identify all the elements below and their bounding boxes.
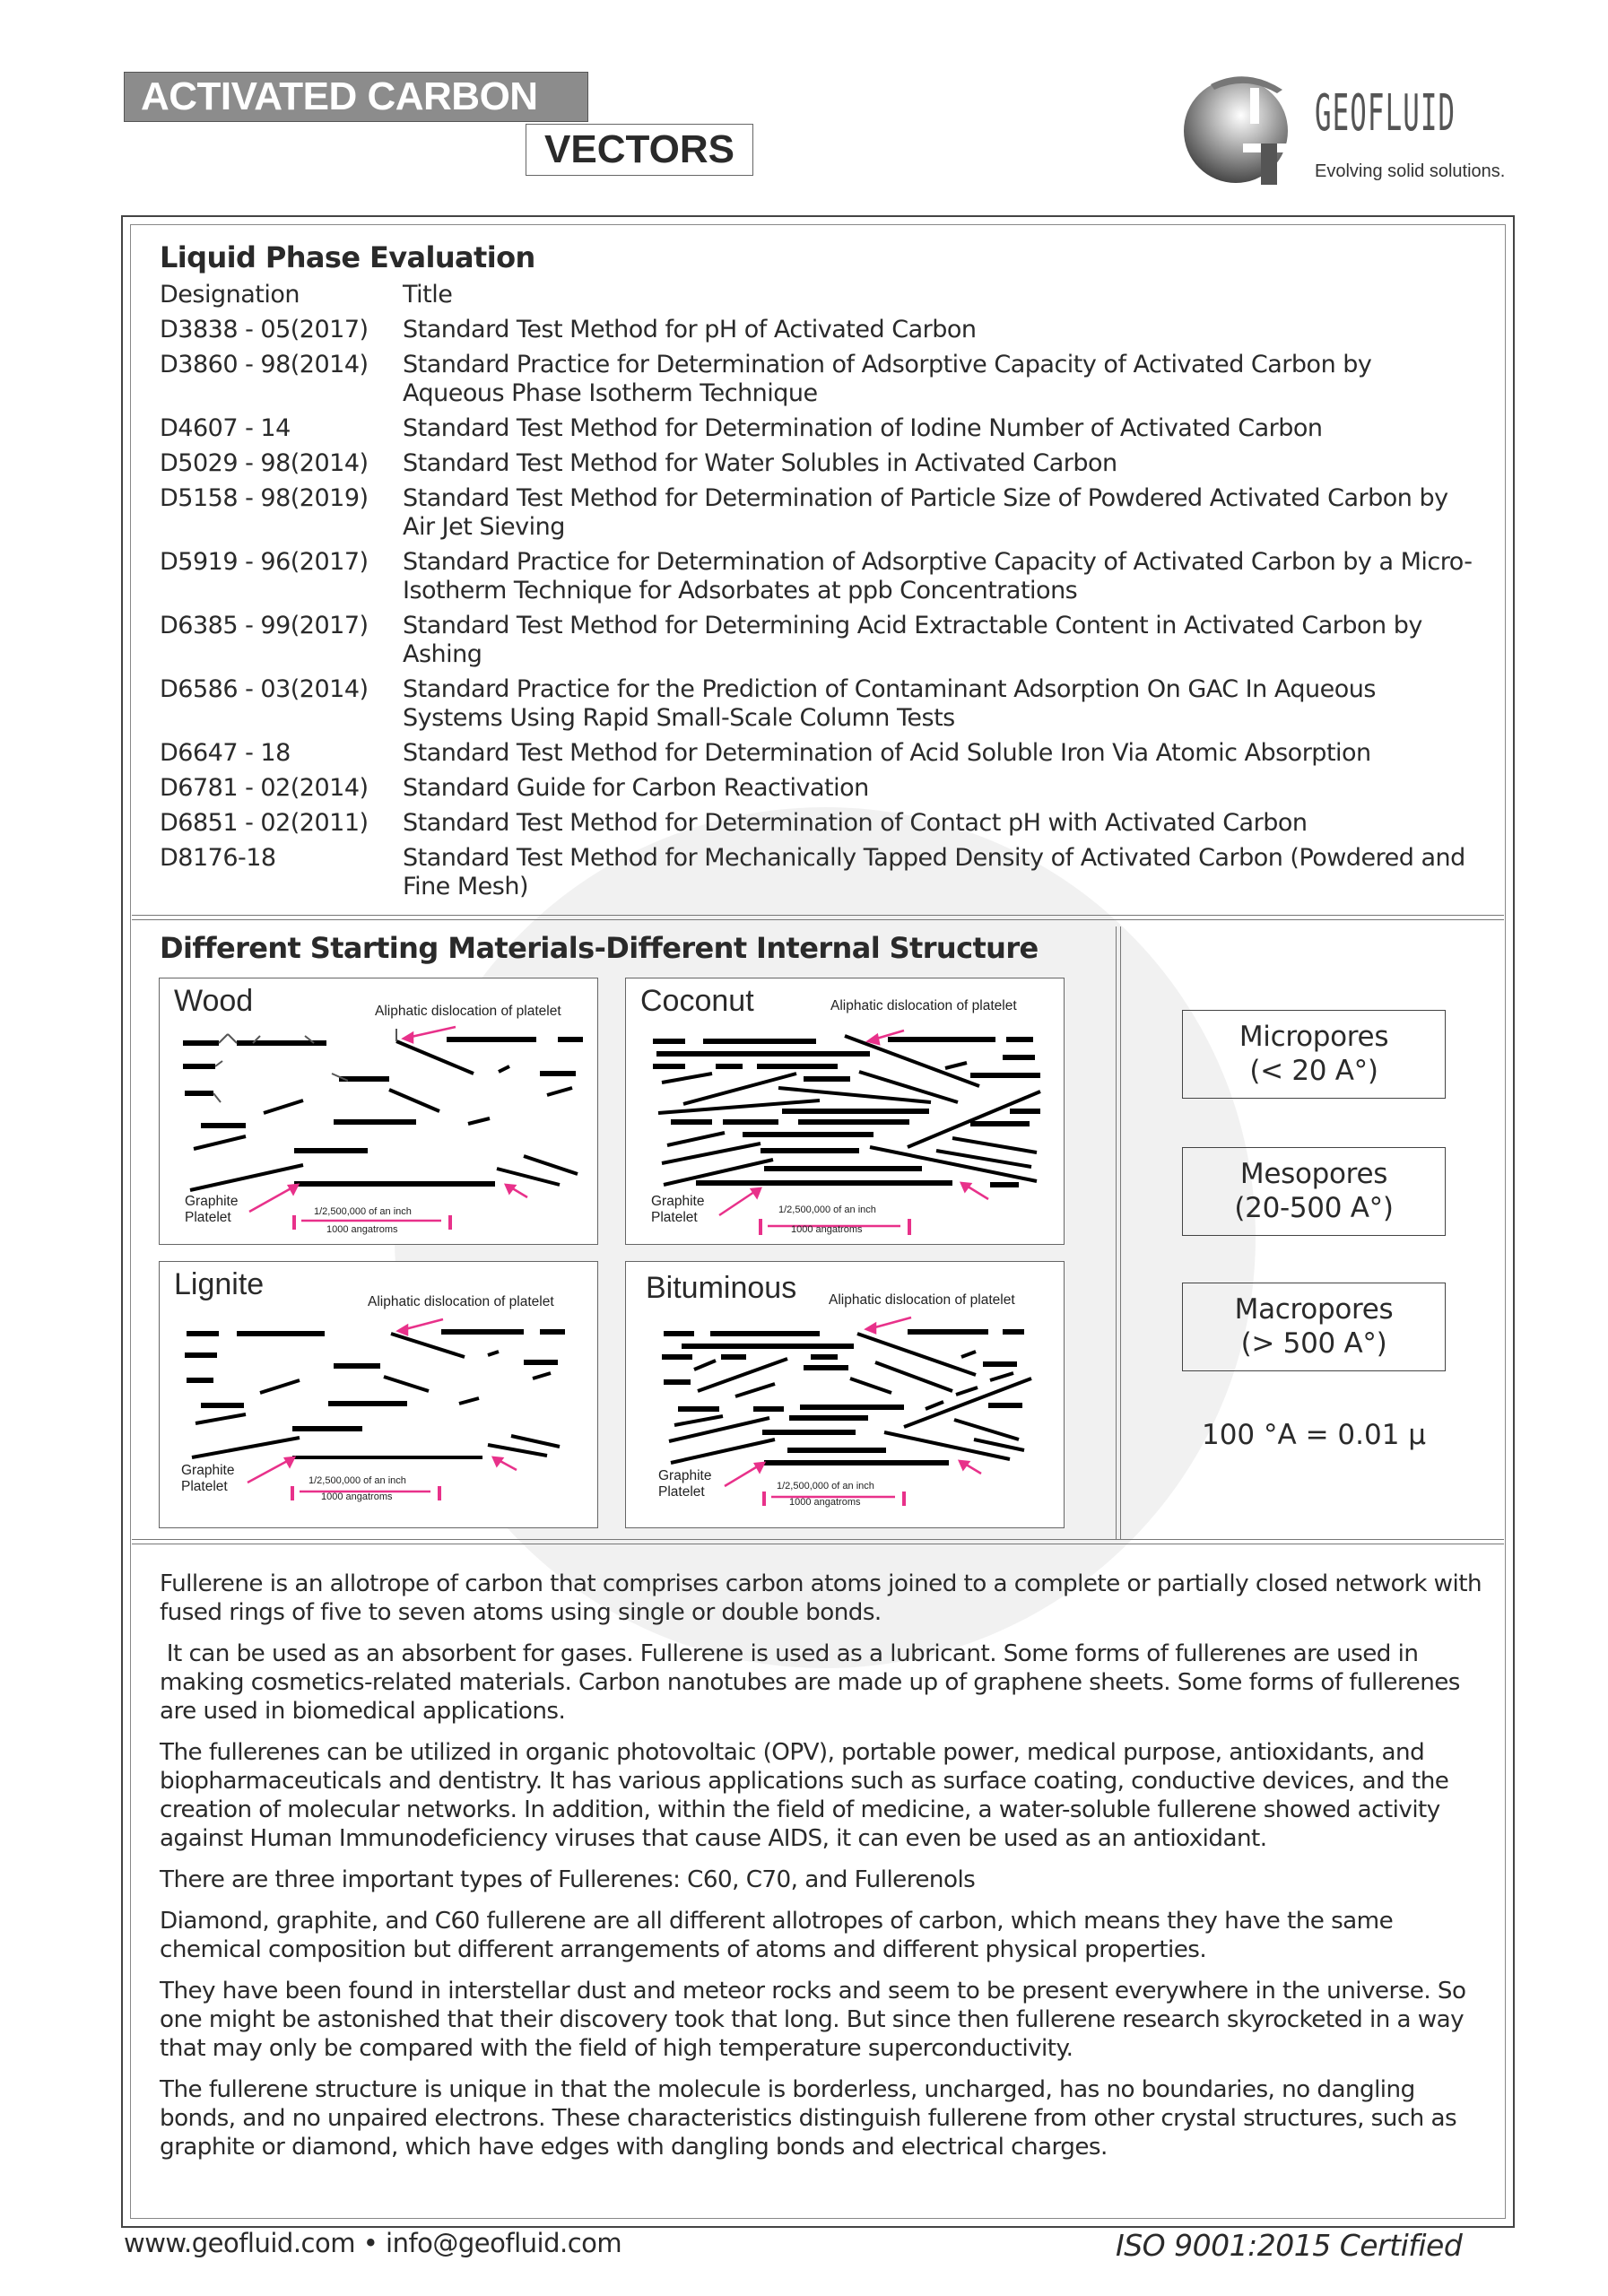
table-header-row: [160, 281, 1496, 309]
designation-cell: D6385 - 99(2017): [160, 612, 369, 639]
title-cell: Standard Test Method for Mechanically Tapped Density of Activated Carbon (Powdered and Fine Mesh): [403, 844, 1465, 900]
paragraph: There are three important types of Fullerenes: C60, C70, and Fullerenols: [160, 1866, 976, 1893]
annotation-line: Platelet: [658, 1484, 705, 1500]
table-row: [160, 316, 1496, 344]
designation-cell: D6851 - 02(2011): [160, 809, 369, 837]
paragraph: They have been found in interstellar dust and meteor rocks and seem to be present everywhere in the universe. So one might be astonished that their discovery took that long. But since then fullerene research skyrocketed in a way that may only be compared with the field of high temperature superconductivity.: [160, 1978, 1466, 2062]
document-subtitle: VECTORS: [526, 124, 753, 176]
scale-label-top: 1/2,500,000 of an inch: [309, 1475, 406, 1486]
aliphatic-annotation: Aliphatic dislocation of platelet: [368, 1294, 554, 1309]
designation-cell: D5919 - 96(2017): [160, 548, 369, 576]
paragraph: Fullerene is an allotrope of carbon that comprises carbon atoms joined to a complete or partially closed network with fused rings of five to seven atoms using single or double bonds.: [160, 1570, 1482, 1626]
graphite-platelet-annotation: [181, 1463, 234, 1495]
title-cell: Standard Test Method for Determining Acid Extractable Content in Activated Carbon by Ashing: [403, 612, 1422, 668]
diagram-bituminous: [625, 1261, 1065, 1528]
scale-label-top: 1/2,500,000 of an inch: [777, 1481, 874, 1492]
globe-g-logo-icon: [1184, 72, 1299, 187]
structure-title: Different Starting Materials-Different Internal Structure: [160, 931, 1039, 965]
designation-cell: D5029 - 98(2014): [160, 449, 369, 477]
designation-cell: D3838 - 05(2017): [160, 316, 369, 344]
fullerene-description: [160, 1570, 1496, 2174]
table-row: [160, 844, 1496, 901]
aliphatic-annotation: Aliphatic dislocation of platelet: [829, 1292, 1015, 1308]
logo-wordmark: GEOFLUID: [1315, 84, 1456, 143]
annotation-line: Platelet: [185, 1210, 231, 1225]
footer-certification: ISO 9001:2015 Certified: [1116, 2228, 1463, 2263]
table-row: [160, 774, 1496, 803]
column-header-designation: Designation: [160, 281, 300, 309]
pore-name: Macropores: [1234, 1293, 1394, 1326]
annotation-line: Graphite: [658, 1468, 712, 1483]
section-divider: [132, 915, 1504, 920]
designation-cell: D8176-18: [160, 844, 276, 872]
pore-range: (> 500 A°): [1240, 1327, 1387, 1360]
paragraph: Diamond, graphite, and C60 fullerene are all different allotropes of carbon, which means they have the same chemical composition but different arrangements of atoms and different physical properties.: [160, 1908, 1394, 1963]
table-row: [160, 809, 1496, 838]
scale-label-bottom: 1000 angatroms: [791, 1224, 863, 1235]
designation-cell: D3860 - 98(2014): [160, 351, 369, 378]
title-cell: Standard Test Method for Water Solubles in Activated Carbon: [403, 449, 1117, 477]
graphite-platelet-annotation: [185, 1194, 238, 1226]
title-cell: Standard Test Method for Determination of Iodine Number of Activated Carbon: [403, 414, 1323, 442]
pore-name: Micropores: [1239, 1021, 1389, 1053]
liquid-phase-title: Liquid Phase Evaluation: [160, 240, 535, 274]
designation-cell: D4607 - 14: [160, 414, 291, 442]
annotation-line: Graphite: [651, 1194, 705, 1209]
scale-label-top: 1/2,500,000 of an inch: [314, 1206, 412, 1217]
annotation-line: Graphite: [185, 1194, 239, 1209]
paragraph: The fullerene structure is unique in that the molecule is borderless, uncharged, has no boundaries, no dangling bonds, and no unpaired electrons. These characteristics distinguish fullerene from other crystal structures, such as graphite or diamond, which have edges with dangling bonds and electrical charges.: [160, 2076, 1457, 2161]
title-cell: Standard Guide for Carbon Reactivation: [403, 774, 869, 802]
table-row: [160, 612, 1496, 669]
designation-cell: D6647 - 18: [160, 739, 291, 767]
diagram-label: Bituminous: [646, 1271, 797, 1305]
aliphatic-annotation: Aliphatic dislocation of platelet: [830, 998, 1017, 1013]
diagram-label: Lignite: [174, 1267, 265, 1301]
diagram-wood: [159, 978, 598, 1245]
paragraph: It can be used as an absorbent for gases. Fullerene is used as a lubricant. Some forms of fullerenes are used in making cosmetics-related materials. Carbon nanotubes are made up of graphene sheets. Some forms of fullerenes are used in biomedical applications.: [160, 1640, 1467, 1725]
title-cell: Standard Test Method for Determination of Particle Size of Powdered Activated Carbon by Air Jet Sieving: [403, 484, 1448, 541]
diagram-lignite: [159, 1261, 598, 1528]
micropores-box: [1182, 1010, 1446, 1099]
annotation-line: Platelet: [651, 1210, 698, 1225]
footer-contact: www.geofluid.com • info@geofluid.com: [124, 2228, 622, 2258]
geofluid-logo: [1184, 72, 1543, 188]
section-divider: [132, 1539, 1504, 1544]
scale-label-top: 1/2,500,000 of an inch: [778, 1205, 876, 1215]
macropores-box: [1182, 1283, 1446, 1371]
title-cell: Standard Test Method for Determination of Contact pH with Activated Carbon: [403, 809, 1308, 837]
diagram-label: Wood: [174, 984, 254, 1018]
title-cell: Standard Practice for Determination of Adsorptive Capacity of Activated Carbon by Aqueous Phase Isotherm Technique: [403, 351, 1372, 407]
designation-cell: D6781 - 02(2014): [160, 774, 369, 802]
title-cell: Standard Test Method for Determination of Acid Soluble Iron Via Atomic Absorption: [403, 739, 1371, 767]
document-title: ACTIVATED CARBON: [124, 72, 588, 122]
scale-label-bottom: 1000 angatroms: [326, 1224, 398, 1235]
diagram-coconut: [625, 978, 1065, 1245]
table-row: [160, 739, 1496, 768]
graphite-platelet-annotation: [658, 1468, 711, 1500]
annotation-line: Platelet: [181, 1479, 228, 1494]
pore-range: (20-500 A°): [1234, 1192, 1394, 1224]
logo-tagline: Evolving solid solutions.: [1315, 161, 1506, 181]
table-row: [160, 548, 1496, 605]
column-divider: [1116, 926, 1121, 1540]
mesopores-box: [1182, 1147, 1446, 1236]
title-cell: Standard Practice for Determination of Adsorptive Capacity of Activated Carbon by a Micro-Isotherm Technique for Adsorbates at ppb Concentrations: [403, 548, 1473, 604]
paragraph: The fullerenes can be utilized in organic photovoltaic (OPV), portable power, medical purpose, antioxidants, and biopharmaceuticals and dentistry. It has various applications such as surface coating, conductive devices, and the creation of molecular networks. In addition, within the field of medicine, a water-soluble fullerene showed activity against Human Immunodeficiency viruses that cause AIDS, it can even be used as an antioxidant.: [160, 1739, 1449, 1852]
title-cell: Standard Test Method for pH of Activated Carbon: [403, 316, 977, 344]
astm-standards-table: [160, 281, 1496, 908]
unit-conversion-note: 100 °A = 0.01 μ: [1201, 1419, 1426, 1451]
designation-cell: D5158 - 98(2019): [160, 484, 369, 512]
graphite-platelet-annotation: [651, 1194, 704, 1226]
column-header-title: Title: [403, 281, 453, 309]
table-row: [160, 675, 1496, 733]
aliphatic-annotation: Aliphatic dislocation of platelet: [375, 1004, 561, 1019]
diagram-label: Coconut: [640, 984, 754, 1018]
pore-range: (< 20 A°): [1249, 1055, 1378, 1087]
annotation-line: Graphite: [181, 1463, 235, 1478]
table-row: [160, 484, 1496, 542]
table-row: [160, 414, 1496, 443]
scale-label-bottom: 1000 angatroms: [321, 1492, 393, 1502]
table-row: [160, 351, 1496, 408]
title-cell: Standard Practice for the Prediction of Contaminant Adsorption On GAC In Aqueous Systems Using Rapid Small-Scale Column Tests: [403, 675, 1376, 732]
designation-cell: D6586 - 03(2014): [160, 675, 369, 703]
table-row: [160, 449, 1496, 478]
scale-label-bottom: 1000 angatroms: [789, 1497, 861, 1508]
pore-name: Mesopores: [1239, 1158, 1388, 1190]
